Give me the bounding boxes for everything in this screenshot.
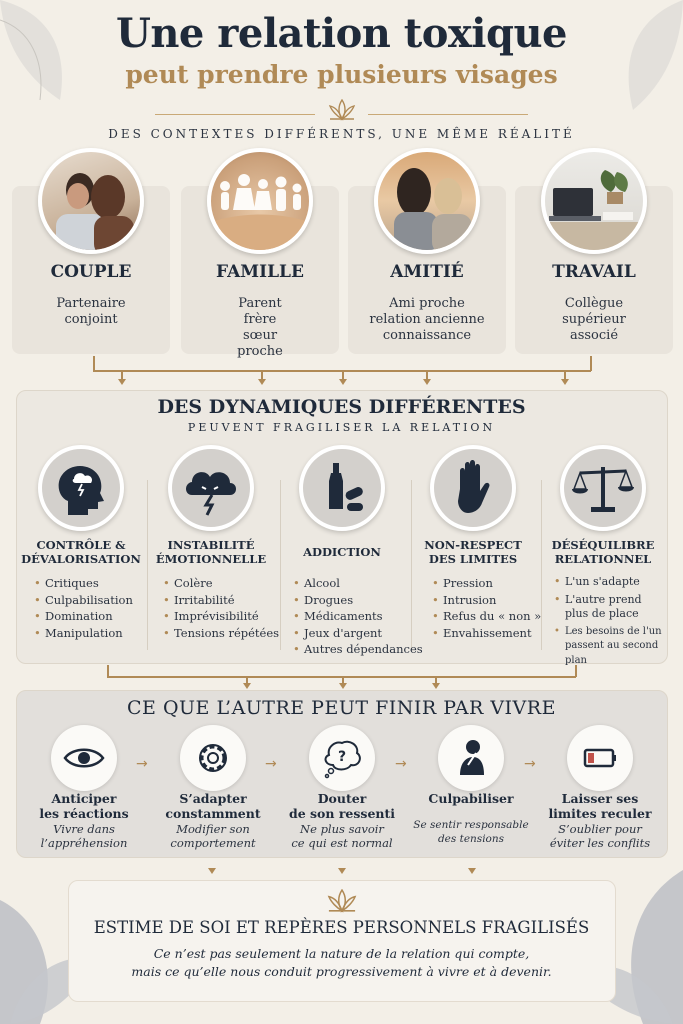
list-item: • Drogues — [293, 592, 423, 609]
list-item: • Colère — [163, 575, 279, 592]
list-item: • L'autre prend plus de place — [554, 593, 666, 622]
experience-title-douter — [282, 791, 402, 821]
lotus-icon — [324, 889, 360, 913]
experience-sub-line: éviter les conflits — [549, 836, 651, 850]
svg-text:?: ? — [337, 749, 347, 765]
conclusion-title: ESTIME DE SOI ET REPÈRES PERSONNELS FRAGILISÉS — [93, 918, 590, 937]
dynamic-list-desequilibre — [554, 575, 666, 668]
famille-photo — [207, 148, 313, 254]
dynamic-title-line: ÉMOTIONNELLE — [155, 552, 267, 566]
head-storm-icon — [42, 449, 120, 527]
scales-icon — [564, 449, 642, 527]
list-item: • Manipulation — [34, 625, 133, 642]
bottle-pills-icon — [303, 449, 381, 527]
experience-sub-line: Se sentir responsable — [413, 819, 529, 831]
connector-drop — [342, 371, 344, 379]
experience-title-line: les réactions — [39, 806, 129, 821]
connector-right-cap — [590, 356, 592, 371]
arrow-down-icon — [338, 868, 346, 874]
experience-circle-anticiper — [51, 725, 117, 791]
thought-question-icon — [309, 725, 375, 791]
list-item: • Critiques — [34, 575, 133, 592]
experience-sub-adapter — [148, 822, 278, 850]
card-item: frère — [243, 312, 277, 327]
card-item: Parent — [238, 296, 282, 311]
experience-sub-line: ce qui est normal — [291, 836, 393, 850]
dynamic-list-limites — [432, 575, 541, 641]
gear-icon — [180, 725, 246, 791]
card-title-travail: TRAVAIL — [552, 262, 636, 282]
experience-sub-douter — [277, 822, 407, 850]
experience-title-line: Anticiper — [51, 791, 117, 806]
card-item: supérieur — [562, 312, 626, 327]
arrow-right-icon: → — [524, 756, 536, 772]
connector-drop — [121, 371, 123, 379]
card-item: Collègue — [564, 296, 624, 311]
dynamic-title-limites — [408, 538, 538, 566]
list-item: • Alcool — [293, 575, 423, 592]
experience-sub-limites — [535, 822, 665, 850]
arrow-down-icon — [258, 379, 266, 385]
list-item: • Les besoins de l'un passent au second plan — [554, 625, 666, 669]
experience-title-anticiper — [24, 791, 144, 821]
connector-left-cap — [107, 665, 109, 677]
low-battery-icon — [567, 725, 633, 791]
experience-title-adapter — [153, 791, 273, 821]
list-item: • Irritabilité — [163, 592, 279, 609]
list-item: • Autres dépendances — [293, 641, 423, 658]
separator — [280, 480, 281, 650]
card-item: sœur — [242, 328, 278, 343]
experience-sub-line: Vivre dans — [53, 822, 115, 836]
conclusion-line-2: mais ce qu’elle nous conduit progressivement à vivre et à devenir. — [131, 964, 552, 979]
card-items-travail — [515, 296, 673, 344]
arrow-down-icon — [339, 379, 347, 385]
arrow-down-icon — [118, 379, 126, 385]
list-item: • Jeux d'argent — [293, 625, 423, 642]
dynamic-title-line: INSTABILITÉ — [167, 538, 255, 552]
card-item: proche — [237, 344, 283, 359]
connector-left-cap — [93, 356, 95, 371]
experience-circle-adapter — [180, 725, 246, 791]
experience-title-limites — [540, 791, 660, 821]
list-item: • Pression — [432, 575, 541, 592]
arrow-down-icon — [561, 379, 569, 385]
dynamics-subtitle: PEUVENT FRAGILISER LA RELATION — [187, 421, 496, 434]
connector-right-cap — [575, 665, 577, 677]
arrow-right-icon: → — [265, 756, 277, 772]
list-item: • Médicaments — [293, 608, 423, 625]
lotus-icon — [326, 99, 358, 121]
experience-title-line: constamment — [165, 806, 261, 821]
connector-drop — [564, 371, 566, 379]
dynamic-title-line: DES LIMITES — [428, 552, 518, 566]
arrow-down-icon — [243, 683, 251, 689]
card-item: Partenaire — [56, 296, 126, 311]
experience-title-line: limites reculer — [548, 806, 652, 821]
experience-circle-douter — [309, 725, 375, 791]
dynamic-circle-controle — [38, 445, 124, 531]
card-items-couple — [12, 296, 170, 328]
couple-photo — [38, 148, 144, 254]
experience-sub-line: l’appréhension — [40, 836, 128, 850]
connector-drop — [426, 371, 428, 379]
card-title-amitie: AMITIÉ — [390, 262, 464, 282]
divider-right — [368, 114, 528, 115]
arrow-down-icon — [339, 683, 347, 689]
experience-title-line: de son ressenti — [288, 806, 396, 821]
list-item: • Domination — [34, 608, 133, 625]
dynamic-title-line: NON-RESPECT — [424, 538, 522, 552]
list-item: • Tensions répétées — [163, 625, 279, 642]
experience-sub-culpabiliser — [406, 818, 536, 846]
dynamic-title-controle — [16, 538, 146, 566]
arrow-right-icon: → — [395, 756, 407, 772]
dynamic-circle-limites — [430, 445, 516, 531]
experience-sub-anticiper — [19, 822, 149, 850]
connector-drop — [261, 371, 263, 379]
list-item: • Envahissement — [432, 625, 541, 642]
card-item: connaissance — [382, 328, 472, 343]
arrow-down-icon — [423, 379, 431, 385]
list-item: • L'un s'adapte — [554, 575, 666, 590]
dynamic-title-line: DÉSÉQUILIBRE — [551, 538, 655, 552]
dynamic-list-addiction — [293, 575, 423, 658]
card-items-amitie — [348, 296, 506, 344]
experience-title-culpabiliser — [411, 791, 531, 806]
card-items-famille — [181, 296, 339, 360]
dynamic-title-line: CONTRÔLE & — [36, 538, 126, 552]
experience-circle-limites — [567, 725, 633, 791]
list-item: • Imprévisibilité — [163, 608, 279, 625]
card-title-couple: COUPLE — [50, 262, 132, 282]
eye-icon — [51, 725, 117, 791]
storm-cloud-icon — [172, 449, 250, 527]
dynamic-list-controle — [34, 575, 133, 641]
amitie-photo — [374, 148, 480, 254]
travail-photo — [541, 148, 647, 254]
card-item: associé — [569, 328, 619, 343]
conclusion-line-1: Ce n’est pas seulement la nature de la relation qui compte, — [153, 946, 530, 961]
experience-title-line: S’adapter — [179, 791, 247, 806]
page-title: Une relation toxique — [115, 10, 568, 57]
person-sad-icon — [438, 725, 504, 791]
experience-sub-line: des tensions — [437, 833, 505, 845]
section-kicker: DES CONTEXTES DIFFÉRENTS, UNE MÊME RÉALITÉ — [108, 127, 575, 141]
page-subtitle: peut prendre plusieurs visages — [125, 60, 558, 89]
card-item: Ami proche — [389, 296, 465, 311]
dynamics-title: DES DYNAMIQUES DIFFÉRENTES — [157, 396, 526, 418]
dynamic-circle-desequilibre — [560, 445, 646, 531]
experience-sub-line: S’oublier pour — [558, 822, 642, 836]
dynamic-title-line: ADDICTION — [303, 545, 381, 559]
divider-left — [155, 114, 315, 115]
list-item: • Refus du « non » — [432, 608, 541, 625]
experience-title-line: Douter — [317, 791, 367, 806]
card-title-famille: FAMILLE — [216, 262, 304, 282]
list-item: • Culpabilisation — [34, 592, 133, 609]
experience-sub-line: comportement — [170, 836, 256, 850]
dynamic-circle-addiction — [299, 445, 385, 531]
dynamic-title-instabilite — [146, 538, 276, 566]
dynamic-circle-instabilite — [168, 445, 254, 531]
arrow-down-icon — [208, 868, 216, 874]
dynamic-title-line: RELATIONNEL — [554, 552, 652, 566]
dynamic-title-desequilibre — [538, 538, 668, 566]
experience-title-line: Culpabiliser — [428, 791, 514, 806]
experience-circle-culpabiliser — [438, 725, 504, 791]
experience-title: CE QUE L’AUTRE PEUT FINIR PAR VIVRE — [127, 697, 556, 719]
arrow-down-icon — [432, 683, 440, 689]
card-item: conjoint — [64, 312, 118, 327]
arrow-down-icon — [468, 868, 476, 874]
experience-sub-line: Ne plus savoir — [300, 822, 384, 836]
experience-sub-line: Modifier son — [176, 822, 250, 836]
card-item: relation ancienne — [369, 312, 485, 327]
dynamic-title-addiction — [277, 545, 407, 559]
list-item: • Intrusion — [432, 592, 541, 609]
experience-title-line: Laisser ses — [561, 791, 639, 806]
dynamic-title-line: DÉVALORISATION — [21, 552, 141, 566]
stop-hand-icon — [434, 449, 512, 527]
arrow-right-icon: → — [136, 756, 148, 772]
dynamic-list-instabilite — [163, 575, 279, 641]
